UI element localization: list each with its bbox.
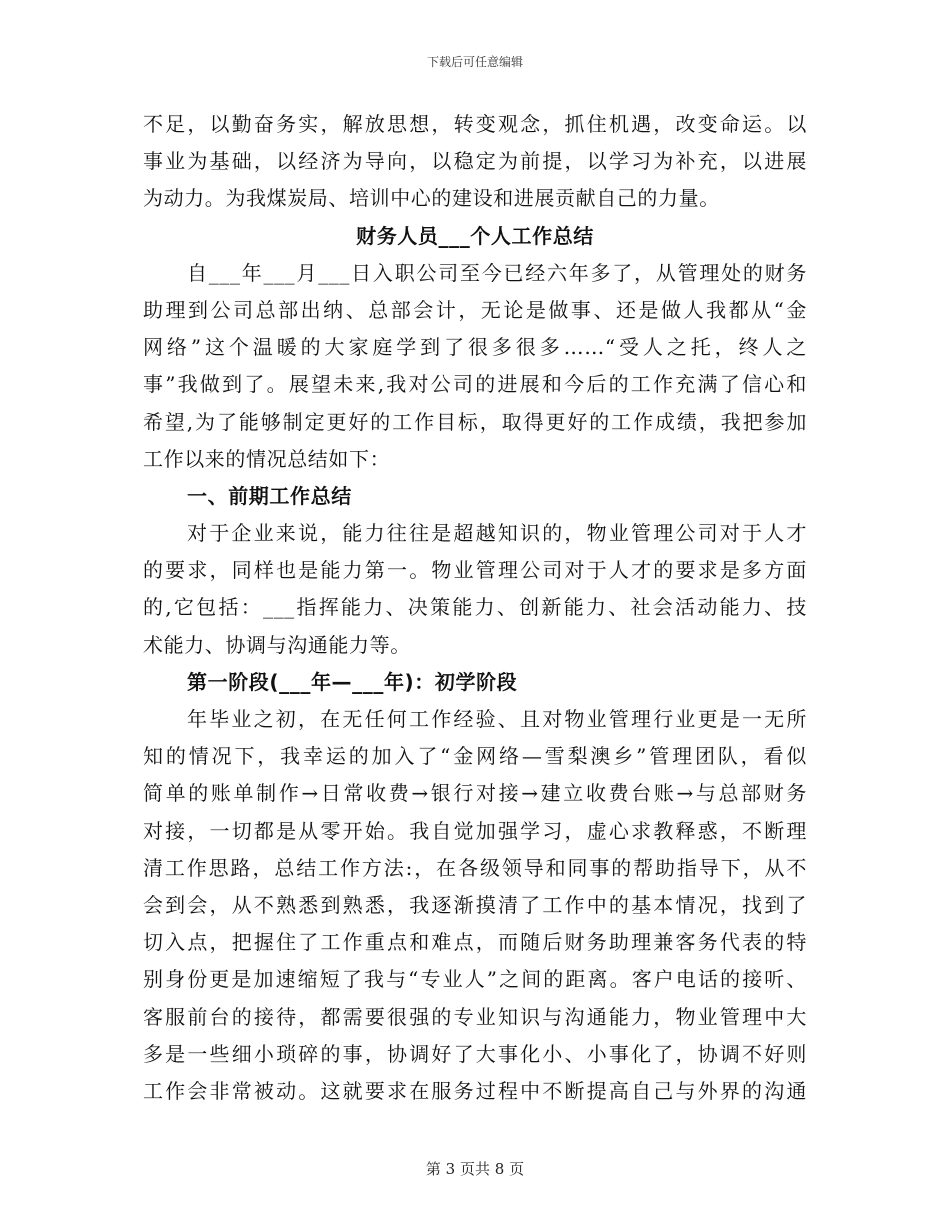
paragraph-line: 自___年___月___日入职公司至今已经六年多了，从管理处的财务 <box>187 260 807 285</box>
paragraph-line: 不足，以勤奋务实，解放思想，转变观念，抓住机遇，改变命运。以 <box>143 112 807 136</box>
paragraph-line: 的要求，同样也是能力第一。物业管理公司对于人才的要求是多方面 <box>143 558 807 583</box>
paragraph-line: 事”我做到了。展望未来,我对公司的进展和今后的工作充满了信心和 <box>143 372 807 397</box>
paragraph-line: 切入点，把握住了工作重点和难点，而随后财务助理兼客务代表的特 <box>143 930 807 955</box>
section-title: 财务人员___个人工作总结 <box>356 223 594 248</box>
paragraph-line: 工作以来的情况总结如下： <box>143 446 391 471</box>
paragraph-line: 的,它包括：___指挥能力、决策能力、创新能力、社会活动能力、技 <box>143 595 807 620</box>
paragraph-line: 术能力、协调与沟通能力等。 <box>143 632 411 657</box>
paragraph-line: 对接，一切都是从零开始。我自觉加强学习，虚心求教释惑，不断理 <box>143 818 807 843</box>
paragraph-line: 别身份更是加速缩短了我与“专业人”之间的距离。客户电话的接听、 <box>143 967 807 992</box>
paragraph-line: 会到会，从不熟悉到熟悉，我逐渐摸清了工作中的基本情况，找到了 <box>143 892 807 917</box>
paragraph-line: 为动力。为我煤炭局、培训中心的建设和进展贡献自己的力量。 <box>143 186 720 211</box>
page-header: 下载后可任意编辑 <box>426 55 523 69</box>
paragraph-line: 对于企业来说，能力往往是超越知识的，物业管理公司对于人才 <box>187 521 807 546</box>
paragraph-line: 工作会非常被动。这就要求在服务过程中不断提高自己与外界的沟通 <box>143 1078 807 1103</box>
paragraph-line: 年毕业之初，在无任何工作经验、且对物业管理行业更是一无所 <box>187 707 807 731</box>
section-heading: 第一阶段(___年—___年)：初学阶段 <box>187 669 518 694</box>
paragraph-line: 多是一些细小琐碎的事，协调好了大事化小、小事化了，协调不好则 <box>143 1041 807 1066</box>
document-body <box>143 106 807 1110</box>
paragraph-line: 网络”这个温暖的大家庭学到了很多很多……“受人之托，终人之 <box>143 335 807 360</box>
paragraph-line: 清工作思路，总结工作方法:，在各级领导和同事的帮助指导下，从不 <box>143 855 807 880</box>
section-heading: 一、前期工作总结 <box>187 483 352 508</box>
paragraph-line: 希望,为了能够制定更好的工作目标，取得更好的工作成绩，我把参加 <box>143 409 807 434</box>
paragraph-line: 事业为基础，以经济为导向，以稳定为前提，以学习为补充，以进展 <box>143 149 807 174</box>
paragraph-line: 客服前台的接待，都需要很强的专业知识与沟通能力，物业管理中大 <box>143 1004 807 1029</box>
paragraph-line: 知的情况下，我幸运的加入了“金网络—雪梨澳乡”管理团队，看似 <box>143 744 807 769</box>
paragraph-line: 助理到公司总部出纳、总部会计，无论是做事、还是做人我都从“金 <box>143 297 807 322</box>
page-footer: 第 3 页共 8 页 <box>425 1160 525 1178</box>
paragraph-line: 简单的账单制作→日常收费→银行对接→建立收费台账→与总部财务 <box>143 781 807 806</box>
